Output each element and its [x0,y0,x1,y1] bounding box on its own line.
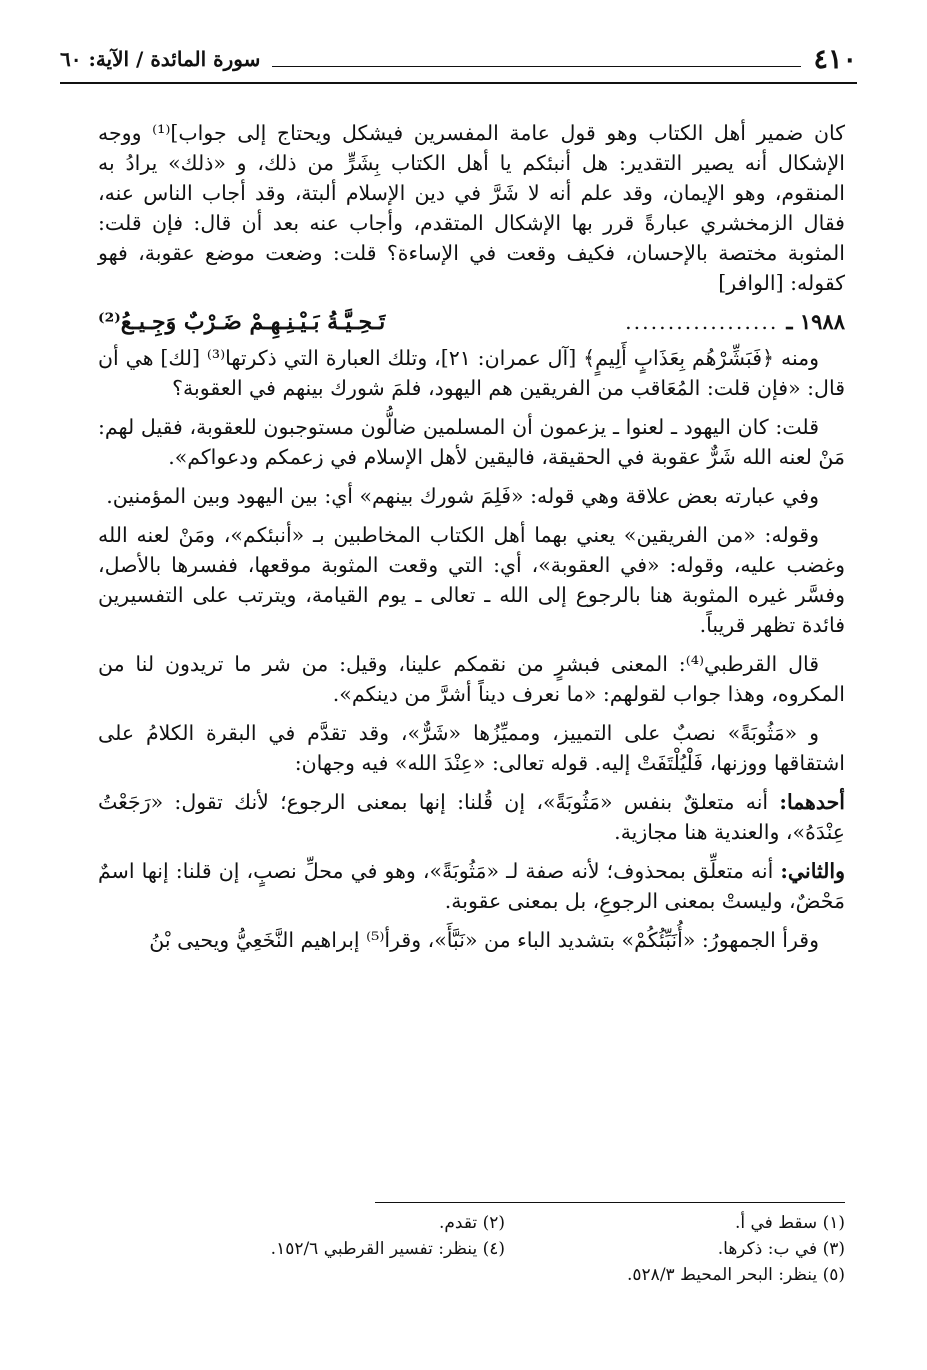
paragraph: و «مَثُوبَةً» نصبٌ على التمييز، ومميِّزُها «شَرٌّ»، وقد تقدَّم في البقرة الكلامُ على اشتقاقها ووزنها، فَلْيُلْتَفَتْ إليه. قوله تعالى: «عِنْدَ الله» فيه وجهان: [98,721,845,775]
paragraph: وفي عبارته بعض علاقة وهي قوله: «فَلِمَ شورك بينهم» أي: بين اليهود وبين المؤمنين. [106,484,819,508]
verse-dots: .................. [625,310,779,334]
page-body [98,118,845,964]
option-first [98,787,845,847]
paragraph: ومنه ﴿فَبَشِّرْهُم بِعَذَابٍ أَلِيمٍ﴾ [آل عمران: ٢١]، وتلك العبارة التي ذكرتها⁽³⁾ [لك] هي أن قال: «فإن قلت: المُعَاقب من الفريقين هم اليهود، فلمَ شورك بينهم في العقوبة؟ [98,346,845,400]
option-first-lead: أحدهما: [779,790,845,814]
paragraph: قلت: كان اليهود ـ لعنوا ـ يزعمون أن المسلمين ضالُّون مستوجبون للعقوبة، فقيل لهم: مَنْ لعنه الله شَرٌّ عقوبة في الحقيقة، فاليقين لأهل الإسلام في زعمكم ودعواكم». [98,415,845,469]
footnote-3: (٣) في ب: ذكرها. [717,1239,845,1259]
header-line [272,52,801,67]
footnotes [98,1210,845,1288]
option-second-text: أنه متعلِّق بمحذوف؛ لأنه صفة لـ «مَثُوبَةً»، وهو في محلِّ نصبٍ، إن قلنا: إنها اسمٌ مَحْضٌ، وليستْ بمعنى الرجوعِ، بل بمعنى عقوبة. [98,859,845,913]
page-number: ٤١٠ [813,43,857,75]
option-second-lead: والثاني: [780,859,845,883]
paragraph: وقرأ الجمهورُ: «أُنَبِّئُكُمْ» بتشديد الباء من «نَبَّأَ»، وقرأ⁽⁵⁾ إبراهيم النَّخَعِيُّ ويحيى بْنُ [149,928,819,952]
header-rule [60,82,857,84]
running-title: سورة المائدة / الآية: ٦٠ [60,47,261,71]
option-second [98,856,845,916]
footnote-4: (٤) ينظر: تفسير القرطبي ١٥٢/٦. [270,1239,505,1259]
footnote-rule [375,1202,845,1203]
footnote-1: (١) سقط في أ. [734,1213,845,1233]
option-first-text: أنه متعلقٌ بنفس «مَثُوبَةً»، إن قُلنا: إنها بمعنى الرجوع؛ لأنك تقول: «رَجَعْتُ عِنْدَهُ»، والعندية هنا مجازية. [98,790,845,844]
footnote-2: (٢) تقدم. [438,1213,505,1233]
paragraph: وقوله: «من الفريقين» يعني بهما أهل الكتاب المخاطبين بـ «أنبئكم»، ومَنْ لعنه الله وغضب عليه، وقوله: «في العقوبة»، أي: التي وقعت المثوبة موقعها، ففسرها بالأصل، وفسَّر غيره المثوبة هنا بالرجوع إلى الله ـ تعالى ـ يوم القيامة، ويترتب على التفسيرين فائدة تظهر قريباً. [98,523,845,637]
verse-line [98,307,845,337]
page-header [60,44,857,74]
verse-text: تَـحِـيَّـةُ بَـيْـنِـهِـمْ ضَـرْبٌ وَجِـيـعُ⁽²⁾ [98,309,386,335]
paragraph: كان ضمير أهل الكتاب وهو قول عامة المفسرين فيشكل ويحتاج إلى جواب]⁽¹⁾ ووجه الإشكال أنه يصير التقدير: هل أنبئكم يا أهل الكتاب بِشَرٍّ من ذلك، و «ذلك» يرادُ به المنقوم، وهو الإيمان، وقد علم أنه لا شَرَّ في دين الإسلام ألبتة، وقد أجاب الناس عنه، فقال الزمخشري عبارةً قرر بها الإشكال المتقدم، وأجاب عنه بعد أن قال: فإن قلت: المثوبة مختصة بالإحسان، فكيف وقعت في الإساءة؟ قلت: وضعت موضع عقوبة، فهو كقوله: [الوافر] [98,121,846,295]
footnote-5: (٥) ينظر: البحر المحيط ٥٢٨/٣. [627,1265,845,1285]
verse-number: ١٩٨٨ ـ [786,309,845,334]
paragraph: قال القرطبي⁽⁴⁾: المعنى فبشرٍ من نقمكم علينا، وقيل: من شر ما تريدون لنا من المكروه، وهذا جواب لقولهم: «ما نعرف ديناً أشرَّ من دينكم». [98,652,845,706]
